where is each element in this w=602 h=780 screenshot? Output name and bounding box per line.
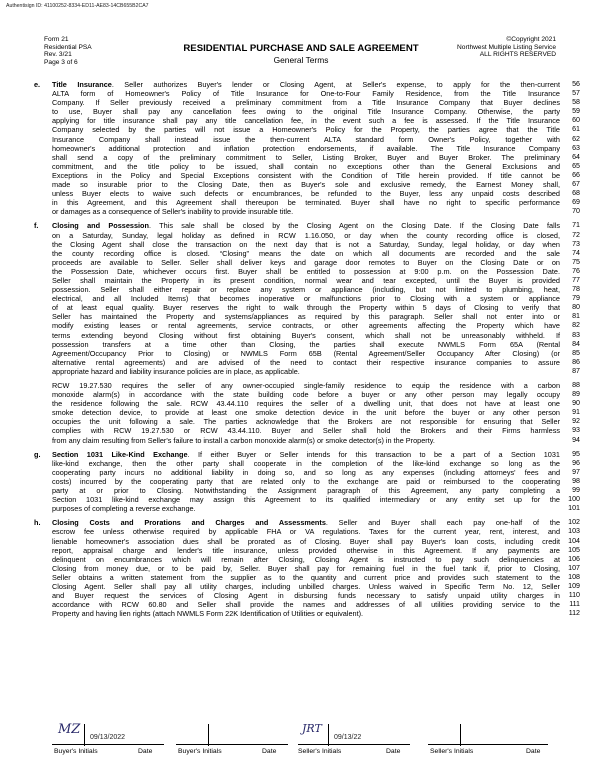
paragraph-body <box>52 381 560 445</box>
buyer-date-1: 09/13/2022 <box>90 734 126 741</box>
buyer-initials-line-2[interactable] <box>176 722 288 745</box>
section-text-line: escrow fee unless otherwise required by applicable FHA or VA regulations. Taxes for the current year, rent, interest, and <box>52 527 560 537</box>
section-body <box>52 518 560 618</box>
section-text-line: delinquent on encumbrances which will remain after Closing, Closing Agent is instructed to pay such delinquencies at <box>52 554 560 564</box>
section-f <box>34 221 580 376</box>
section-first-line <box>52 80 560 89</box>
line-number: 82 <box>572 321 580 330</box>
line-number: 84 <box>572 339 580 348</box>
line-number: 57 <box>572 89 580 98</box>
section-text-line: Company selected by the parties will not issue a Homeowner's Policy for the Property, the parties agree that the Title <box>52 125 560 135</box>
section-text-line: the county recording office is closed. “Closing” means the date on which all documents are recorded and the sale <box>52 248 560 258</box>
document-subtitle: General Terms <box>273 55 329 65</box>
section-text-line: Seller obtains a written statement from the supplier as to the quantity and current price and provides such statement to the <box>52 572 560 582</box>
line-number: 85 <box>572 348 580 357</box>
rcw-paragraph <box>34 381 580 445</box>
section-text-line: unless Buyer elects to waive such defects or encumbrances, be refunded to the Buyer, less any unpaid costs described <box>52 189 560 199</box>
caption-date: Date <box>262 748 277 755</box>
line-number: 111 <box>569 600 580 609</box>
caption-date: Date <box>138 748 153 755</box>
caption-seller-initials: Seller's Initials <box>430 748 474 755</box>
section-text-line: modify existing leases or rental agreements, service contracts, or other agreements affecting the Property which have <box>52 321 560 331</box>
section-h <box>34 518 580 618</box>
paragraph-text-line: complies with RCW 19.27.530 or RCW 43.44.110. Buyer and Seller shall hold the Brokers and their Firms harmless <box>52 426 560 436</box>
line-number: 71 <box>572 221 580 230</box>
line-number: 95 <box>572 449 580 458</box>
section-text-line: Company. If Seller previously received a preliminary commitment from a Title Insurance Company that Buyer declines <box>52 98 560 108</box>
section-text: . This sale shall be closed by the Closing Agent on the Closing Date. If the Closing Date falls <box>148 221 560 231</box>
line-number: 75 <box>572 257 580 266</box>
section-text-line: on a Saturday, Sunday, legal holiday as defined in RCW 1.16.050, or day when the county recording office is closed, <box>52 230 560 240</box>
line-number: 86 <box>572 357 580 366</box>
authentisign-id: Authentisign ID: 41100252-8334-ED11-AE83-14CB655B2CA7 <box>6 3 149 9</box>
line-number: 60 <box>572 116 580 125</box>
line-number: 64 <box>572 152 580 161</box>
section-text-line: terms extending beyond Closing without first obtaining Buyer's consent, which shall not be unreasonably withheld. If <box>52 330 560 340</box>
line-number: 96 <box>572 458 580 467</box>
line-number: 81 <box>572 312 580 321</box>
line-number: 98 <box>572 476 580 485</box>
caption-seller-initials: Seller's Initials <box>298 748 342 755</box>
line-number: 93 <box>572 426 580 435</box>
section-body <box>52 221 560 376</box>
initials-divider <box>460 724 461 746</box>
line-number: 56 <box>572 80 580 88</box>
section-text-line: report, appraisal charge and lender's title insurance, unless provided otherwise in this Agreement. If any payments are <box>52 545 560 555</box>
section-title: Section 1031 Like-Kind Exchange <box>52 449 188 459</box>
section-text-line: or damages as a consequence of Seller's inability to provide insurable title. <box>52 207 294 217</box>
section-text-line: Seller shall maintain the Property in its present condition, normal wear and tear excepted, until the Buyer is provided <box>52 275 560 285</box>
form-type: Residential PSA <box>44 43 92 51</box>
line-numbers <box>560 221 580 376</box>
line-number: 110 <box>568 591 580 600</box>
line-number: 87 <box>572 366 580 375</box>
section-title: Title Insurance <box>52 80 112 89</box>
line-number: 67 <box>572 180 580 189</box>
section-text-line: applying for title insurance shall pay any title cancellation fee, in the event such a fee is assessed. If the Title Insurance <box>52 116 560 126</box>
section-letter: e. <box>34 80 41 89</box>
section-letter: h. <box>34 518 41 528</box>
paragraph-text-line: smoke detection device, to provide at least one smoke detection device in the unit before the buyer or any other person <box>52 408 560 418</box>
line-number: 61 <box>572 125 580 134</box>
line-number: 65 <box>572 161 580 170</box>
paragraph-text-line: RCW 19.27.530 requires the seller of any owner-occupied single-family residence to equip the residence with a carbon <box>52 381 560 390</box>
form-revision: Rev. 3/21 <box>44 51 72 59</box>
line-number: 101 <box>568 504 580 513</box>
section-text-line: Section 1031 like-kind exchange may assign this Agreement to its qualified intermediary or any entity set up for the <box>52 495 560 505</box>
section-text-line: shall send a copy of the preliminary commitment to Seller, Listing Broker, Buyer and Buyer Broker. The preliminary <box>52 152 560 162</box>
line-number: 59 <box>572 107 580 116</box>
caption-buyer-initials: Buyer's Initials <box>54 748 98 755</box>
line-number: 91 <box>572 408 580 417</box>
paragraph-text-line: occupies the unit following a sale. The parties acknowledge that the Brokers are not responsible for ensuring that Seller <box>52 417 560 427</box>
section-text-line: the Possession Date, whichever occurs first. Buyer shall be entitled to possession at 9:00 p.m. on the Possession Date. <box>52 266 560 276</box>
section-text-line: electrical, and all Included Items) that becomes inoperative or malfunctions prior to Closing with a system or appliance <box>52 294 560 304</box>
line-number: 62 <box>572 134 580 143</box>
line-number: 69 <box>572 198 580 207</box>
line-number: 89 <box>572 390 580 399</box>
section-text-line: homeowner's additional protection and inflation protection endorsements, if available. The Title Insurance Company <box>52 143 560 153</box>
line-number: 97 <box>572 467 580 476</box>
section-body <box>52 80 560 216</box>
section-text-line: Closing from money due, or to be paid by, Seller. Buyer shall pay for remaining fuel in the fuel tank if, prior to Closing, <box>52 563 560 573</box>
line-number: 90 <box>572 399 580 408</box>
section-text-line: and Buyer request the services of Closing Agent in disbursing funds necessary to satisfy unpaid utility charges in <box>52 591 560 601</box>
line-number: 94 <box>572 435 580 444</box>
section-text-line: like-kind exchange, then the other party shall cooperate in the completion of the like-kind exchange so long as the <box>52 458 560 468</box>
section-text-line: Agreement/Occupancy Prior to Closing) or NWMLS Form 65B (Rental Agreement/Seller Occupancy After Closing) (or <box>52 348 560 358</box>
page-number: Page 3 of 6 <box>44 58 78 66</box>
line-numbers <box>560 518 580 618</box>
line-number: 102 <box>568 518 580 527</box>
section-first-line <box>52 518 560 527</box>
section-g <box>34 450 580 514</box>
section-title: Closing and Possession <box>52 221 149 231</box>
line-number: 103 <box>568 527 580 536</box>
section-text-line: to use, Buyer shall pay any cancellation fees owing to the original Title Insurance Company. Otherwise, the party <box>52 107 560 117</box>
section-text-line: made so insurable prior to the Closing Date, then as Buyer's sole and exclusive remedy, the Earnest Money shall, <box>52 180 560 190</box>
document-heading <box>150 43 452 65</box>
line-number: 109 <box>568 581 580 590</box>
paragraph-text-line: the residence following the sale. RCW 43.44.110 requires the seller of a dwelling unit, that does not have at least one <box>52 399 560 409</box>
section-text-line: purposes of completing a reverse exchange. <box>52 504 196 514</box>
section-text-line: appropriate hazard and liability insurance policies are in place, as applicable. <box>52 366 300 376</box>
line-number: 58 <box>572 98 580 107</box>
line-number: 78 <box>572 285 580 294</box>
line-numbers <box>560 80 580 216</box>
line-number: 72 <box>572 230 580 239</box>
line-number: 92 <box>572 417 580 426</box>
document-body <box>34 80 580 623</box>
section-text-line: Closing Agent. Seller shall pay all utility charges, including unbilled charges. Unless waived in Specific Term No. 12, Seller <box>52 581 560 591</box>
section-text-line: party at or prior to Closing. Notwithstanding the Assignment paragraph of this Agreement, any party completing a <box>52 486 560 496</box>
form-number: Form 21 <box>44 36 69 43</box>
line-number: 105 <box>568 545 580 554</box>
section-text-line: cooperating party incurs no additional liability in doing so, and so long as any expenses (including attorneys' fees and <box>52 467 560 477</box>
section-first-line <box>52 221 560 230</box>
document-title: RESIDENTIAL PURCHASE AND SALE AGREEMENT <box>183 43 419 54</box>
section-text-line: accordance with RCW 60.80 and Seller shall provide the names and addresses of all utilities providing service to the <box>52 600 560 610</box>
seller-initials-line-2[interactable] <box>428 722 548 745</box>
section-text-line: in this Agreement, and this Agreement shall thereupon be terminated. Buyer shall have no right to specific performance <box>52 198 560 208</box>
section-text-line: of at least equal quality. Buyer reserves the right to walk through the Property within 5 days of Closing to verify that <box>52 303 560 313</box>
seller-date-1: 09/13/22 <box>334 734 362 741</box>
line-number: 70 <box>572 207 580 216</box>
section-text-line: possession transfers at a time other than Closing, the parties shall execute NWMLS Form 65A (Rental <box>52 339 560 349</box>
line-number: 88 <box>572 381 580 389</box>
section-body <box>52 450 560 514</box>
line-number: 80 <box>572 303 580 312</box>
initials-divider <box>84 724 85 746</box>
section-first-line <box>52 450 560 459</box>
section-text-line: the Closing Agent shall close the transaction on the next day that is not a Saturday, Sunday, legal holiday, or day when <box>52 239 560 249</box>
section-text-line: ALTA form of Homeowner's Policy of Title Insurance for One-to-Four Family Residence, from the Title Insurance <box>52 89 560 99</box>
initials-divider <box>208 724 209 746</box>
line-number: 68 <box>572 189 580 198</box>
section-text-line: Exceptions in the Policy and Special Exceptions consistent with the Condition of Title herein provided. If title cannot be <box>52 170 560 180</box>
line-number: 106 <box>568 554 580 563</box>
line-number: 83 <box>572 330 580 339</box>
section-text: . If either Buyer or Seller intends for this transaction to be a part of a Section 1031 <box>187 449 560 459</box>
buyer-initials-1: MZ <box>58 722 81 737</box>
section-title: Closing Costs and Prorations and Charges and Assessments <box>52 518 326 528</box>
section-text-line: Property and having lien rights (attach NWMLS Form 22K Identification of Utilities or equivalent). <box>52 609 364 619</box>
line-number: 108 <box>568 572 580 581</box>
section-text-line: commitment, and the title policy to be issued, shall contain no exceptions other than the General Exclusions and <box>52 161 560 171</box>
section-text-line: proceeds are available to Seller. Seller shall deliver keys and garage door remotes to Buyer on the Closing Date or on <box>52 257 560 267</box>
seller-initials-1: JRT <box>302 722 322 735</box>
line-numbers <box>560 381 580 445</box>
caption-buyer-initials: Buyer's Initials <box>178 748 222 755</box>
section-e <box>34 80 580 216</box>
section-text: . Seller authorizes Buyer's lender or Closing Agent, at Seller's expense, to apply for the then-current <box>111 80 560 89</box>
line-number: 107 <box>568 563 580 572</box>
line-number: 99 <box>572 486 580 495</box>
section-text-line: possession. Seller shall either repair or replace any system or appliance (including, but not limited to plumbing, heat, <box>52 285 560 295</box>
line-number: 66 <box>572 170 580 179</box>
copyright: ©Copyright 2021 <box>506 36 556 43</box>
line-number: 76 <box>572 266 580 275</box>
initials-divider <box>328 724 329 746</box>
section-text-line: Insurance Company shall instead issue the then-current ALTA standard form Owner's Policy, together with <box>52 134 560 144</box>
section-letter: f. <box>34 221 39 231</box>
paragraph-text-line: from any claim resulting from Seller's failure to install a carbon monoxide alarm(s) or smoke detector(s) in the Property. <box>52 435 435 445</box>
copyright-block <box>440 36 556 59</box>
line-number: 63 <box>572 143 580 152</box>
rights: ALL RIGHTS RESERVED <box>479 51 556 59</box>
line-number: 100 <box>568 495 580 504</box>
line-number: 104 <box>568 536 580 545</box>
section-text: . Seller and Buyer shall each pay one-half of the <box>325 518 560 528</box>
caption-date: Date <box>526 748 541 755</box>
form-info <box>44 36 92 66</box>
paragraph-text-line: monoxide alarm(s) in accordance with the state building code before a buyer or any other person may legally occupy <box>52 390 560 400</box>
line-number: 79 <box>572 294 580 303</box>
line-number: 74 <box>572 248 580 257</box>
section-text-line: alternative rental agreements) and are advised of the need to contact their respective insurance companies to assure <box>52 357 560 367</box>
line-numbers <box>560 450 580 514</box>
publisher: Northwest Multiple Listing Service <box>457 43 556 51</box>
section-letter: g. <box>34 449 41 459</box>
line-number: 73 <box>572 239 580 248</box>
line-number: 112 <box>568 609 580 618</box>
section-text-line: costs) incurred by the cooperating party that are related only to the exchange are paid or reimbursed to the cooperating <box>52 476 560 486</box>
section-text-line: lienable homeowner's association dues shall be prorated as of Closing. Buyer shall pay Buyer's loan costs, including credit <box>52 536 560 546</box>
caption-date: Date <box>386 748 401 755</box>
line-number: 77 <box>572 275 580 284</box>
section-text-line: Seller has maintained the Property and systems/appliances as required by this paragraph. Seller shall not enter into or <box>52 312 560 322</box>
